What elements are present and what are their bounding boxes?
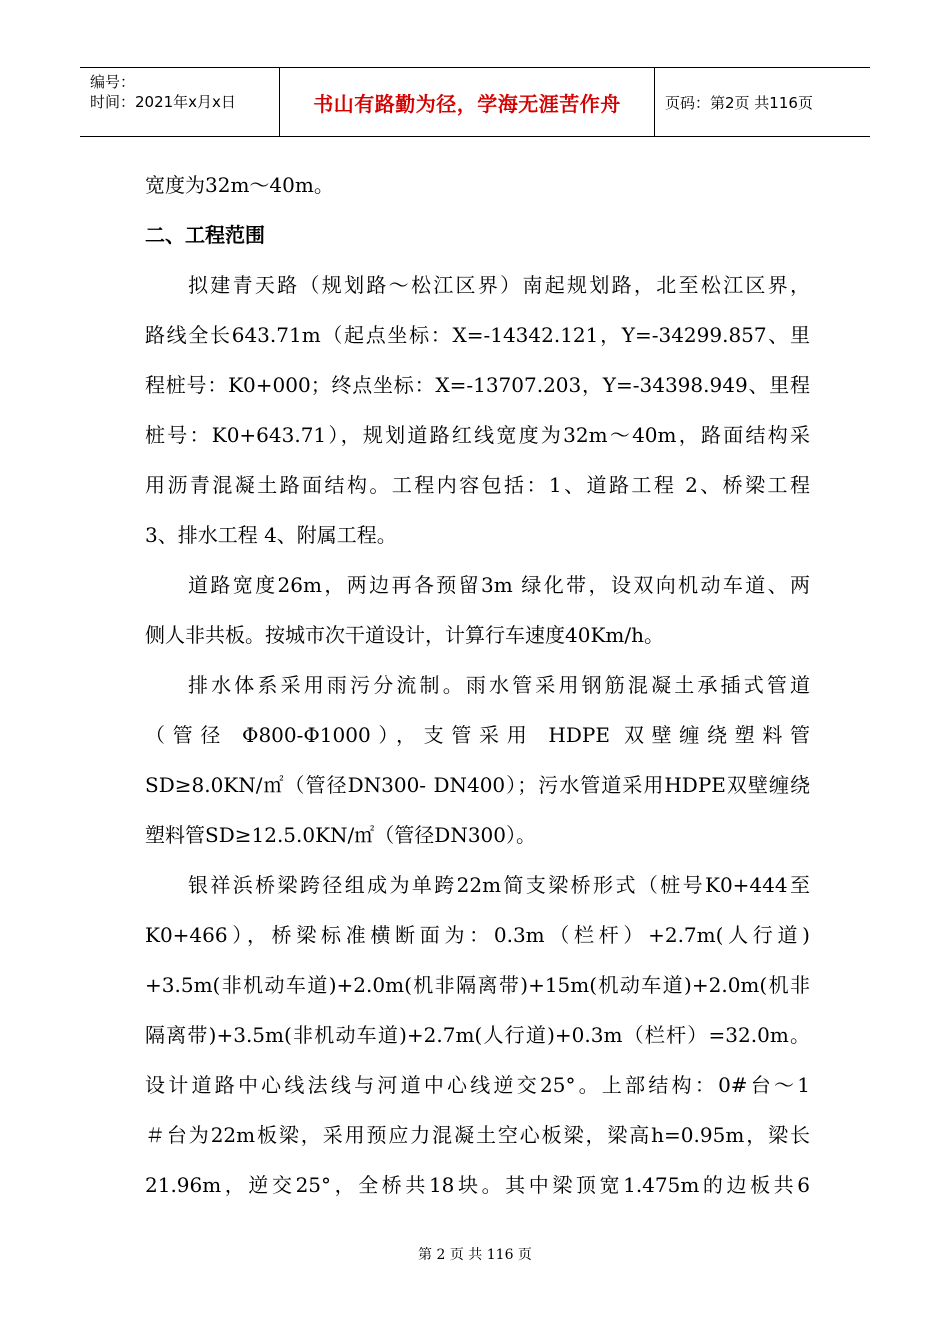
body-line: 排水体系采用雨污分流制。雨水管采用钢筋混凝土承插式管道 [188, 673, 810, 697]
body-line: 3、排水工程 4、附属工程。 [145, 523, 397, 547]
header-motto: 书山有路勤为径，学海无涯苦作舟 [280, 68, 655, 136]
header-meta [80, 68, 280, 136]
document-date: 时间：2021年x月x日 [90, 93, 236, 111]
body-line: 设计道路中心线法线与河道中心线逆交25°。上部结构：0#台～1 [145, 1073, 810, 1097]
body-line: 程桩号：K0+000；终点坐标：X=-13707.203，Y=-34398.949、里程 [145, 373, 810, 397]
body-line: 路线全长643.71m（起点坐标：X=-14342.121，Y=-34299.857、里 [145, 323, 810, 347]
body-line: 侧人非共板。按城市次干道设计，计算行车速度40Km/h。 [145, 623, 664, 647]
body-line: 21.96m，逆交25°，全桥共18块。其中梁顶宽1.475m的边板共6 [145, 1173, 810, 1197]
body-line: 道路宽度26m，两边再各预留3m 绿化带，设双向机动车道、两 [188, 573, 810, 597]
body-line: 塑料管SD≥12.5.0KN/㎡（管径DN300）。 [145, 823, 536, 847]
body-line: 用沥青混凝土路面结构。工程内容包括：1、道路工程 2、桥梁工程 [145, 473, 810, 497]
section-heading: 二、工程范围 [145, 223, 265, 247]
body-line: +3.5m(非机动车道)+2.0m(机非隔离带)+15m(机动车道)+2.0m(机非 [145, 973, 810, 997]
body-line: 拟建青天路（规划路～松江区界）南起规划路，北至松江区界， [188, 273, 810, 297]
body-line: 隔离带)+3.5m(非机动车道)+2.7m(人行道)+0.3m（栏杆）=32.0m。 [145, 1023, 810, 1047]
body-line: ＃台为22m板梁，采用预应力混凝土空心板梁，梁高h=0.95m，梁长 [145, 1123, 810, 1147]
body-line: K0+466），桥梁标准横断面为：0.3m（栏杆）+2.7m(人行道) [145, 923, 810, 947]
body-line: （管径 Φ800-Φ1000），支管采用 HDPE 双壁缠绕塑料管 [145, 723, 810, 747]
body-line: 宽度为32m～40m。 [145, 173, 334, 197]
body-line: 桩号：K0+643.71），规划道路红线宽度为32m～40m，路面结构采 [145, 423, 810, 447]
page-footer: 第 2 页 共 116 页 [418, 1247, 532, 1263]
body-line: 银祥浜桥梁跨径组成为单跨22m简支梁桥形式（桩号K0+444至 [188, 873, 810, 897]
header-page-info: 页码：第2页 共116页 [665, 93, 813, 112]
page-header [80, 67, 870, 137]
body-line: SD≥8.0KN/㎡（管径DN300- DN400）；污水管道采用HDPE双壁缠绕 [145, 773, 810, 797]
document-body [145, 160, 810, 1210]
document-number-label: 编号： [90, 73, 136, 91]
